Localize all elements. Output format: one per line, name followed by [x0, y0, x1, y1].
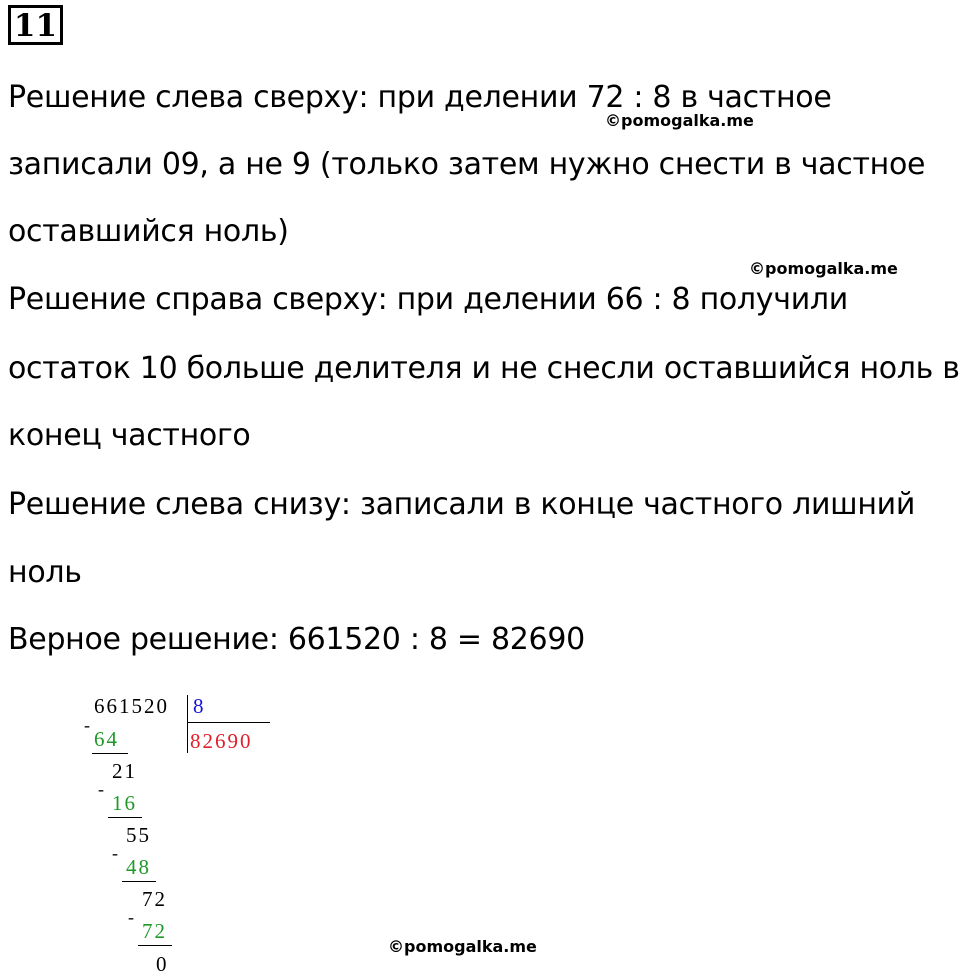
subtrahend-2: 16	[112, 791, 137, 815]
quotient: 82690	[190, 729, 253, 753]
text-line-5: остаток 10 больше делителя и не снесли оставшийся ноль в	[8, 351, 960, 386]
division-vertical-line	[187, 695, 188, 753]
text-line-6: конец частного	[8, 418, 251, 453]
text-line-9: Верное решение: 661520 : 8 = 82690	[8, 622, 585, 657]
minus-sign: -	[98, 779, 104, 799]
subtrahend-1: 64	[94, 727, 119, 751]
partial-4: 72	[142, 887, 167, 911]
task-number-box: 11	[8, 5, 63, 45]
dividend: 661520	[94, 694, 169, 718]
text-line-4: Решение справа сверху: при делении 66 : 8 получили	[8, 282, 848, 317]
minus-sign: -	[112, 843, 118, 863]
divisor-underline	[187, 722, 270, 723]
text-line-2: записали 09, а не 9 (только затем нужно снести в частное	[8, 147, 926, 182]
minus-sign: -	[84, 715, 90, 735]
partial-3: 55	[126, 823, 151, 847]
divisor: 8	[193, 694, 206, 718]
partial-2: 21	[112, 759, 137, 783]
watermark: ©pomogalka.me	[605, 111, 754, 130]
text-line-7: Решение слева снизу: записали в конце частного лишний	[8, 487, 916, 522]
text-line-3: оставшийся ноль)	[8, 214, 289, 249]
watermark: ©pomogalka.me	[388, 937, 537, 956]
subtraction-line	[122, 881, 156, 882]
watermark: ©pomogalka.me	[749, 259, 898, 278]
subtraction-line	[108, 817, 142, 818]
text-line-8: ноль	[8, 555, 82, 590]
subtraction-line	[92, 753, 128, 754]
subtrahend-3: 48	[126, 855, 151, 879]
subtrahend-4: 72	[142, 919, 167, 943]
subtraction-line	[138, 945, 172, 946]
minus-sign: -	[128, 907, 134, 927]
text-line-1: Решение слева сверху: при делении 72 : 8 в частное	[8, 80, 832, 115]
remainder: 0	[156, 952, 169, 976]
